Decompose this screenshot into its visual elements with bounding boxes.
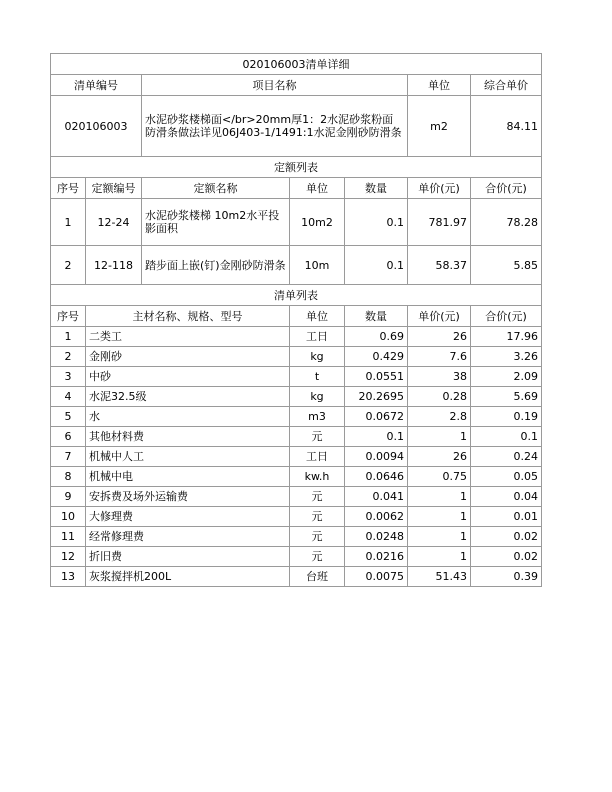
bill-detail-table xyxy=(50,53,542,587)
quota-unit: 10m xyxy=(290,246,345,285)
material-total: 3.26 xyxy=(471,347,542,367)
material-qty: 0.0094 xyxy=(345,447,408,467)
material-total: 0.24 xyxy=(471,447,542,467)
quota-total: 5.85 xyxy=(471,246,542,285)
bill-unit: m2 xyxy=(408,96,471,157)
material-unit: kg xyxy=(290,387,345,407)
material-total: 0.02 xyxy=(471,527,542,547)
bill-unit-header: 单位 xyxy=(408,75,471,96)
material-name: 中砂 xyxy=(86,367,290,387)
material-unit: 元 xyxy=(290,527,345,547)
material-seq: 4 xyxy=(51,387,86,407)
material-price-header: 单价(元) xyxy=(408,306,471,327)
quota-seq: 2 xyxy=(51,246,86,285)
material-unit: kg xyxy=(290,347,345,367)
material-price: 51.43 xyxy=(408,567,471,587)
material-name: 经常修理费 xyxy=(86,527,290,547)
material-header-row xyxy=(51,306,542,327)
material-unit: t xyxy=(290,367,345,387)
quota-name-header: 定额名称 xyxy=(142,178,290,199)
material-price: 2.8 xyxy=(408,407,471,427)
material-unit: 台班 xyxy=(290,567,345,587)
material-seq: 11 xyxy=(51,527,86,547)
quota-seq-header: 序号 xyxy=(51,178,86,199)
material-unit-header: 单位 xyxy=(290,306,345,327)
bill-unit-price: 84.11 xyxy=(471,96,542,157)
material-row xyxy=(51,367,542,387)
material-qty: 0.429 xyxy=(345,347,408,367)
material-name-header: 主材名称、规格、型号 xyxy=(86,306,290,327)
quota-name: 水泥砂浆楼梯 10m2水平投影面积 xyxy=(142,199,290,246)
material-name: 二类工 xyxy=(86,327,290,347)
material-seq: 7 xyxy=(51,447,86,467)
material-total: 0.02 xyxy=(471,547,542,567)
material-name: 机械中电 xyxy=(86,467,290,487)
material-price: 1 xyxy=(408,547,471,567)
material-total: 2.09 xyxy=(471,367,542,387)
material-total: 5.69 xyxy=(471,387,542,407)
quota-qty-header: 数量 xyxy=(345,178,408,199)
quota-qty: 0.1 xyxy=(345,246,408,285)
material-unit: kw.h xyxy=(290,467,345,487)
material-qty: 0.0248 xyxy=(345,527,408,547)
material-name: 水泥32.5级 xyxy=(86,387,290,407)
material-qty: 0.0062 xyxy=(345,507,408,527)
material-row xyxy=(51,487,542,507)
quota-row xyxy=(51,199,542,246)
material-qty: 0.041 xyxy=(345,487,408,507)
material-name: 水 xyxy=(86,407,290,427)
material-row xyxy=(51,347,542,367)
quota-code: 12-118 xyxy=(86,246,142,285)
quota-total-header: 合价(元) xyxy=(471,178,542,199)
material-row xyxy=(51,407,542,427)
material-unit: m3 xyxy=(290,407,345,427)
material-seq: 12 xyxy=(51,547,86,567)
quota-code: 12-24 xyxy=(86,199,142,246)
quota-seq: 1 xyxy=(51,199,86,246)
material-seq: 2 xyxy=(51,347,86,367)
material-name: 灰浆搅拌机200L xyxy=(86,567,290,587)
material-row xyxy=(51,327,542,347)
material-row xyxy=(51,427,542,447)
material-unit: 元 xyxy=(290,487,345,507)
quota-price: 781.97 xyxy=(408,199,471,246)
quota-row xyxy=(51,246,542,285)
material-price: 1 xyxy=(408,507,471,527)
bill-code: 020106003 xyxy=(51,96,142,157)
material-seq: 8 xyxy=(51,467,86,487)
material-total: 0.01 xyxy=(471,507,542,527)
quota-total: 78.28 xyxy=(471,199,542,246)
bill-name: 水泥砂浆楼梯面</br>20mm厚1：2水泥砂浆粉面防滑条做法详见06J403-1/1491:1水泥金刚砂防滑条 xyxy=(142,96,408,157)
material-price: 26 xyxy=(408,447,471,467)
material-price: 7.6 xyxy=(408,347,471,367)
material-section-title: 清单列表 xyxy=(51,285,542,306)
material-qty: 0.1 xyxy=(345,427,408,447)
material-unit: 元 xyxy=(290,427,345,447)
material-total: 0.05 xyxy=(471,467,542,487)
material-qty: 20.2695 xyxy=(345,387,408,407)
bill-code-header: 清单编号 xyxy=(51,75,142,96)
material-price: 1 xyxy=(408,487,471,507)
quota-price-header: 单价(元) xyxy=(408,178,471,199)
material-name: 机械中人工 xyxy=(86,447,290,467)
material-name: 安拆费及场外运输费 xyxy=(86,487,290,507)
material-seq: 1 xyxy=(51,327,86,347)
material-price: 0.75 xyxy=(408,467,471,487)
bill-unit-price-header: 综合单价 xyxy=(471,75,542,96)
material-row xyxy=(51,447,542,467)
material-unit: 工日 xyxy=(290,327,345,347)
quota-name: 踏步面上嵌(钉)金刚砂防滑条 xyxy=(142,246,290,285)
material-name: 金刚砂 xyxy=(86,347,290,367)
material-price: 38 xyxy=(408,367,471,387)
material-seq: 5 xyxy=(51,407,86,427)
material-unit: 工日 xyxy=(290,447,345,467)
material-price: 26 xyxy=(408,327,471,347)
bill-name-header: 项目名称 xyxy=(142,75,408,96)
material-total-header: 合价(元) xyxy=(471,306,542,327)
material-section-row xyxy=(51,285,542,306)
material-seq: 9 xyxy=(51,487,86,507)
material-price: 0.28 xyxy=(408,387,471,407)
material-row xyxy=(51,467,542,487)
material-seq: 3 xyxy=(51,367,86,387)
material-total: 0.04 xyxy=(471,487,542,507)
material-total: 0.1 xyxy=(471,427,542,447)
material-total: 0.39 xyxy=(471,567,542,587)
material-qty: 0.69 xyxy=(345,327,408,347)
material-total: 17.96 xyxy=(471,327,542,347)
material-name: 大修理费 xyxy=(86,507,290,527)
quota-qty: 0.1 xyxy=(345,199,408,246)
material-qty-header: 数量 xyxy=(345,306,408,327)
material-name: 其他材料费 xyxy=(86,427,290,447)
material-qty: 0.0646 xyxy=(345,467,408,487)
material-row xyxy=(51,567,542,587)
material-row xyxy=(51,547,542,567)
material-seq: 10 xyxy=(51,507,86,527)
material-seq: 6 xyxy=(51,427,86,447)
material-qty: 0.0672 xyxy=(345,407,408,427)
quota-code-header: 定额编号 xyxy=(86,178,142,199)
material-seq: 13 xyxy=(51,567,86,587)
material-unit: 元 xyxy=(290,547,345,567)
quota-price: 58.37 xyxy=(408,246,471,285)
material-price: 1 xyxy=(408,527,471,547)
quota-unit: 10m2 xyxy=(290,199,345,246)
material-qty: 0.0551 xyxy=(345,367,408,387)
material-total: 0.19 xyxy=(471,407,542,427)
material-unit: 元 xyxy=(290,507,345,527)
material-seq-header: 序号 xyxy=(51,306,86,327)
material-row xyxy=(51,527,542,547)
quota-section-title: 定额列表 xyxy=(51,157,542,178)
material-qty: 0.0075 xyxy=(345,567,408,587)
table-title: 020106003清单详细 xyxy=(51,54,542,75)
material-row xyxy=(51,387,542,407)
material-name: 折旧费 xyxy=(86,547,290,567)
quota-unit-header: 单位 xyxy=(290,178,345,199)
material-price: 1 xyxy=(408,427,471,447)
material-qty: 0.0216 xyxy=(345,547,408,567)
material-row xyxy=(51,507,542,527)
